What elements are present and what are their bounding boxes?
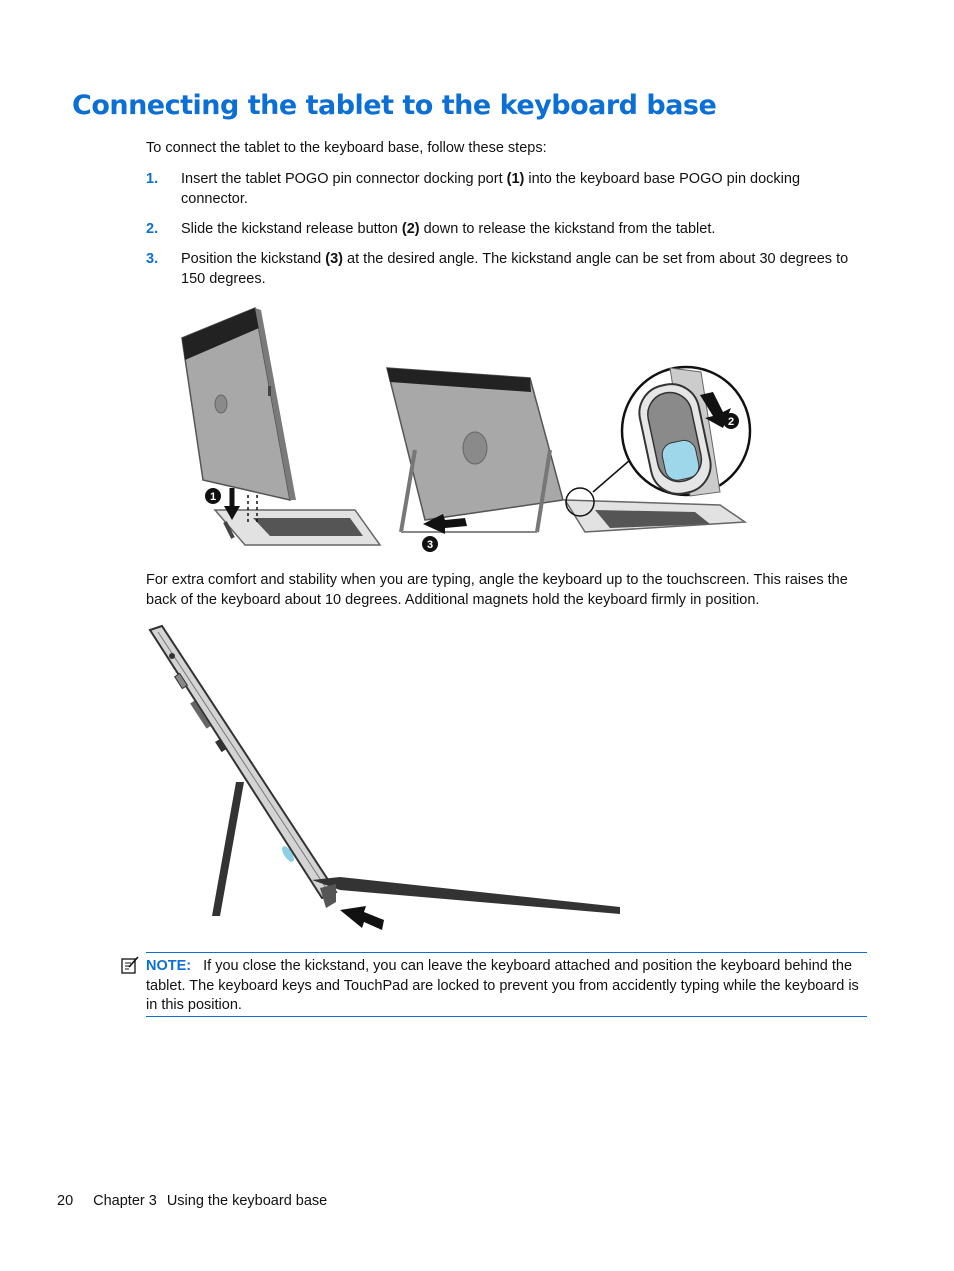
tablet-rear-right [387, 368, 563, 532]
note-box [146, 957, 868, 1016]
push-arrow [340, 906, 384, 930]
step-2 [146, 220, 868, 240]
callout-2: 2 [727, 416, 735, 428]
note-top-rule [146, 952, 867, 953]
zoom-inset [593, 367, 750, 499]
page-number: 20 [57, 1193, 74, 1209]
page-footer [57, 1193, 327, 1209]
note-bottom-rule [146, 1016, 867, 1017]
page-title: Connecting the tablet to the keyboard base [72, 90, 717, 121]
step-number: 2. [146, 221, 159, 237]
note-label: NOTE: [146, 958, 192, 974]
comfort-paragraph: For extra comfort and stability when you are typing, angle the keyboard up to the touchscreen. This raises the back of the keyboard about 10 degrees. Additional magnets hold the keyboard firmly in position. [146, 572, 848, 608]
side-view-illustration [140, 622, 640, 942]
tablet-side-view [150, 626, 336, 898]
intro-text: To connect the tablet to the keyboard base, follow these steps: [146, 140, 547, 156]
step-text: Position the kickstand (3) at the desired angle. The kickstand angle can be set from about 30 degrees to 150 degrees. [181, 251, 849, 287]
step-number: 3. [146, 251, 159, 267]
callout-1: 1 [209, 491, 217, 503]
step-3 [146, 250, 868, 289]
kickstand-side-view [212, 782, 244, 916]
note-text: If you close the kickstand, you can leave the keyboard attached and position the keyboard behind the tablet. The keyboard keys and TouchPad are locked to prevent you from accidently typing while the keyboard is in this position. [146, 958, 859, 1013]
footer-section: Using the keyboard base [166, 1193, 328, 1209]
step-1 [146, 170, 868, 209]
keyboard-base-left [215, 510, 380, 545]
step-number: 1. [146, 171, 159, 187]
tablet-rear-left [182, 308, 296, 500]
step-text: Slide the kickstand release button (2) down to release the kickstand from the tablet. [181, 221, 716, 237]
keyboard-base-right [565, 500, 745, 532]
footer-chapter: Chapter 3 [93, 1193, 157, 1209]
note-icon [120, 955, 140, 975]
step-text: Insert the tablet POGO pin connector docking port (1) into the keyboard base POGO pin docking connector. [181, 171, 801, 207]
docking-illustration [175, 300, 765, 560]
callout-3: 3 [426, 539, 434, 551]
